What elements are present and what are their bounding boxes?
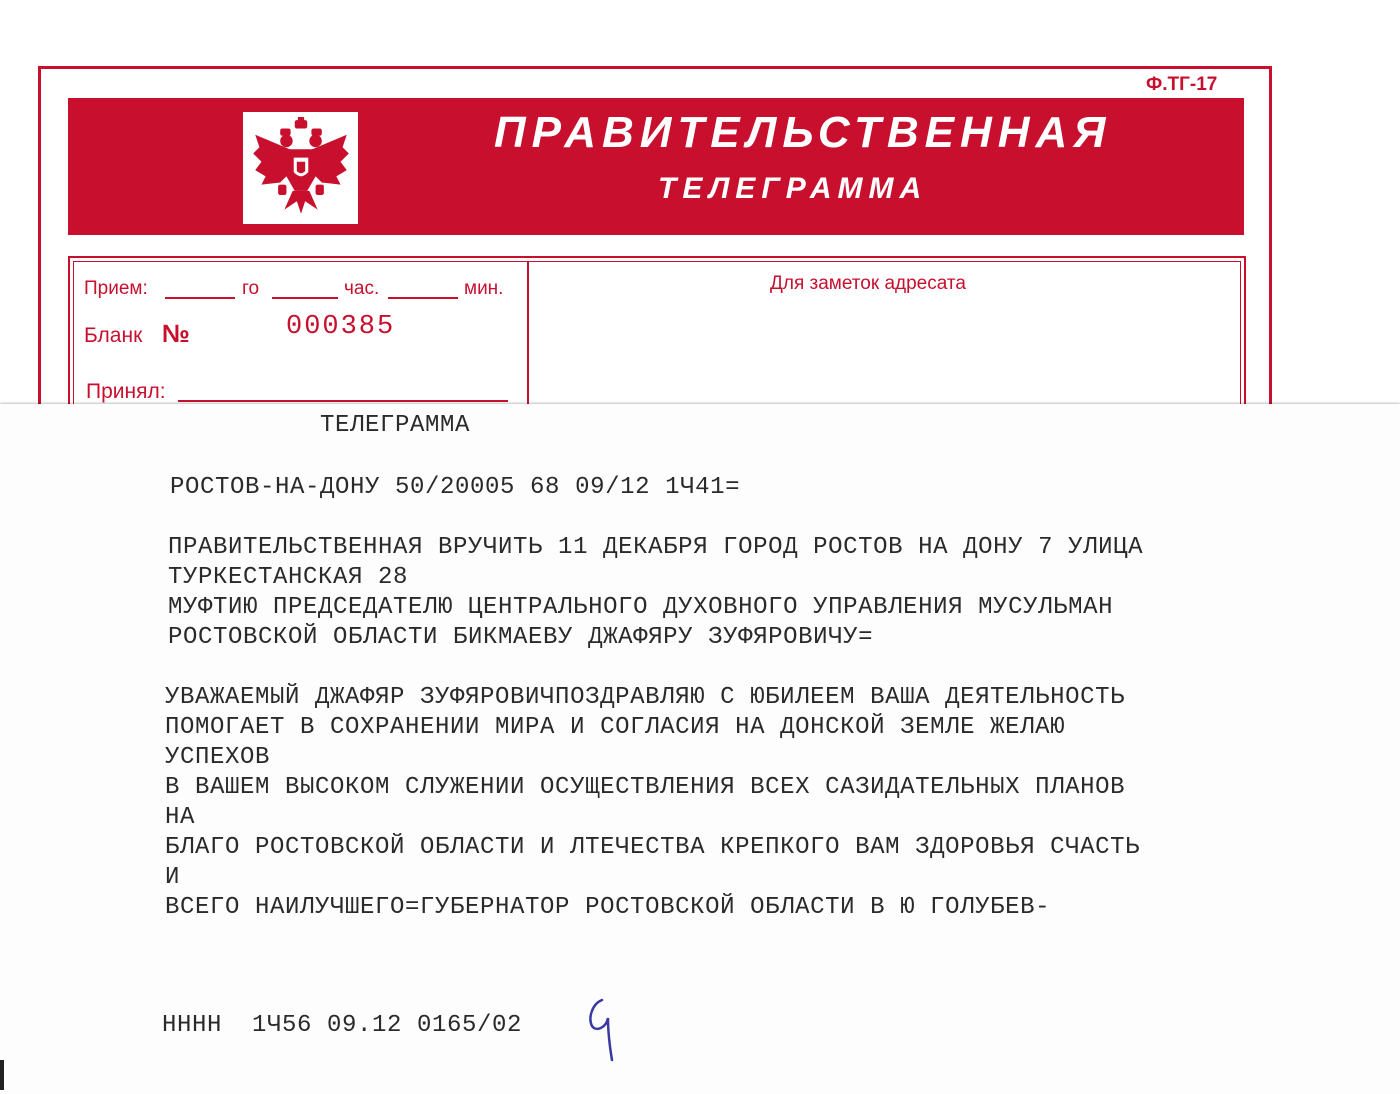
reception-min-line [388,297,458,299]
body-line: НА [165,804,196,831]
body-line: БЛАГО РОСТОВСКОЙ ОБЛАСТИ И ЛТЕЧЕСТВА КРЕПКОГО ВАМ ЗДОРОВЬЯ СЧАСТЬ [165,834,1141,861]
accepted-line [178,400,508,402]
notes-label: Для заметок адресата [770,273,966,294]
reception-day-line [165,297,235,299]
reception-hour-line [272,297,338,299]
telegram-header: ТЕЛЕГРАММА [320,412,471,439]
double-headed-eagle-icon [243,112,358,224]
scan-edge-mark [0,1060,4,1090]
form-fields-divider [527,261,529,426]
handwritten-mark-icon [582,994,622,1066]
form-title: ПРАВИТЕЛЬСТВЕННАЯ [494,108,1112,157]
blank-label: Бланк [84,324,143,347]
go-label: го [242,278,260,299]
body-line: В ВАШЕМ ВЫСОКОМ СЛУЖЕНИИ ОСУЩЕСТВЛЕНИЯ ВСЕХ САЗИДАТЕЛЬНЫХ ПЛАНОВ [165,774,1126,801]
address-line: РОСТОВСКОЙ ОБЛАСТИ БИКМАЕВУ ДЖАФЯРУ ЗУФЯРОВИЧУ= [168,624,874,651]
body-line: УВАЖАЕМЫЙ ДЖАФЯР ЗУФЯРОВИЧПОЗДРАВЛЯЮ С ЮБИЛЕЕМ ВАША ДЕЯТЕЛЬНОСТЬ [165,684,1126,711]
body-line: ВСЕГО НАИЛУЧШЕГО=ГУБЕРНАТОР РОСТОВСКОЙ ОБЛАСТИ В Ю ГОЛУБЕВ- [165,894,1051,921]
address-line: ТУРКЕСТАНСКАЯ 28 [168,564,409,591]
form-code: Ф.ТГ-17 [1146,74,1218,95]
telegram-origin: РОСТОВ-НА-ДОНУ 50/20005 68 09/12 1Ч41= [170,474,741,501]
number-sign: № [162,320,190,348]
blank-number: 000385 [286,312,396,342]
min-label: мин. [464,278,504,299]
telegram-footer: НННН 1Ч56 09.12 0165/02 [162,1012,523,1039]
accepted-label: Принял: [86,380,166,403]
body-line: ПОМОГАЕТ В СОХРАНЕНИИ МИРА И СОГЛАСИЯ НА ДОНСКОЙ ЗЕМЛЕ ЖЕЛАЮ [165,714,1066,741]
body-line: УСПЕХОВ [165,744,271,771]
hour-label: час. [344,278,380,299]
address-line: ПРАВИТЕЛЬСТВЕННАЯ ВРУЧИТЬ 11 ДЕКАБРЯ ГОРОД РОСТОВ НА ДОНУ 7 УЛИЦА [168,534,1144,561]
form-subtitle: ТЕЛЕГРАММА [658,172,928,205]
reception-label: Прием: [84,278,148,299]
address-line: МУФТИЮ ПРЕДСЕДАТЕЛЮ ЦЕНТРАЛЬНОГО ДУХОВНОГО УПРАВЛЕНИЯ МУСУЛЬМАН [168,594,1114,621]
body-line: И [165,864,181,891]
